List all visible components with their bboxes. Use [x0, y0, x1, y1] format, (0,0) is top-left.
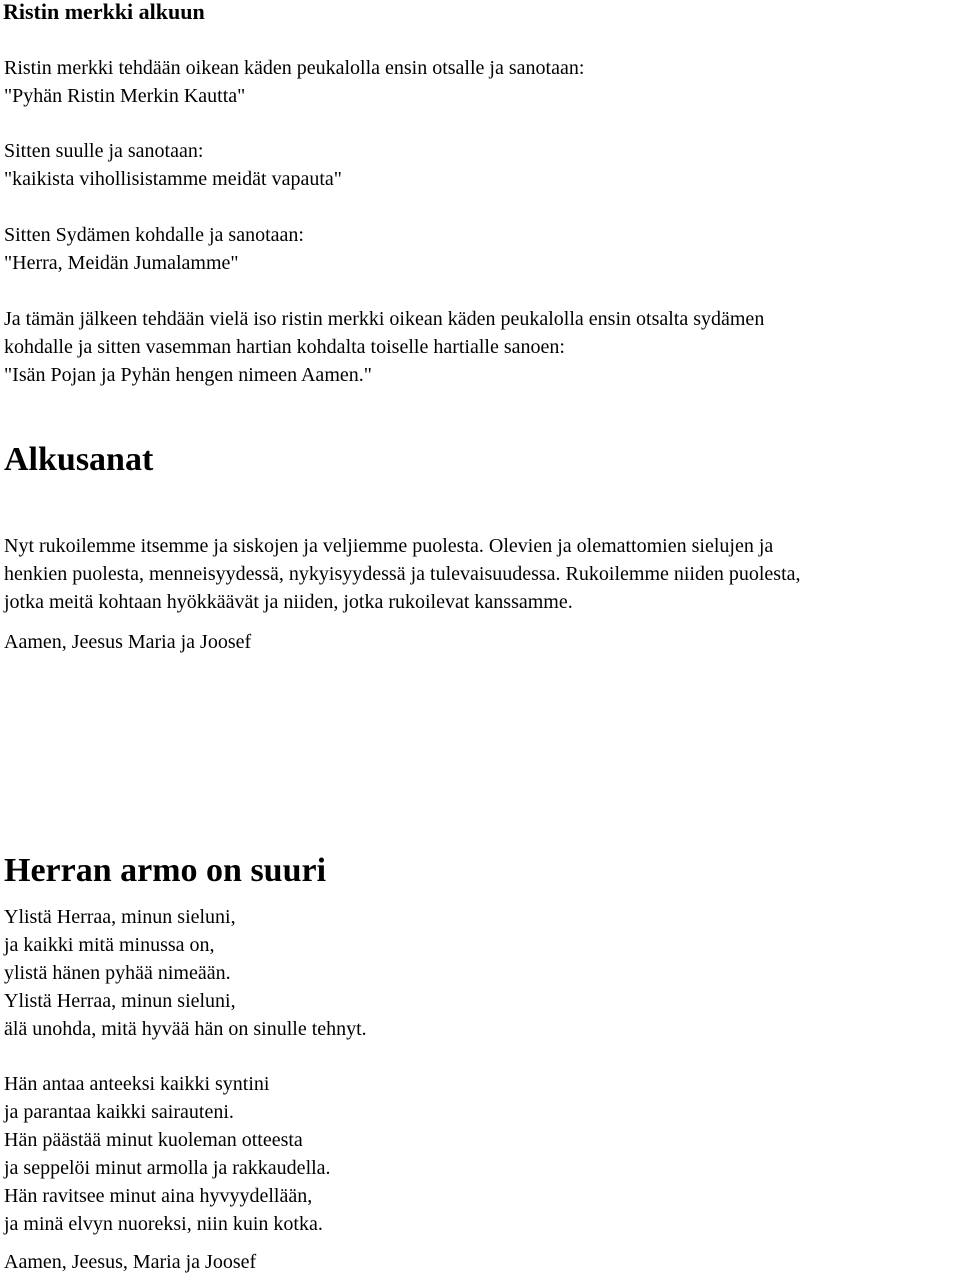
verse-line: ja minä elvyn nuoreksi, niin kuin kotka. — [4, 1213, 323, 1235]
text-line: "Herra, Meidän Jumalamme" — [4, 252, 239, 274]
text-line: Ja tämän jälkeen tehdään vielä iso ristin merkki oikean käden peukalolla ensin otsalta sydämen — [4, 308, 765, 330]
text-line: kohdalle ja sitten vasemman hartian kohdalta toiselle hartialle sanoen: — [4, 336, 565, 358]
closing-amen-2 — [4, 1248, 956, 1276]
text-line: jotka meitä kohtaan hyökkäävät ja niiden, jotka rukoilevat kanssamme. — [4, 591, 573, 613]
verse-line: ja seppelöi minut armolla ja rakkaudella. — [4, 1157, 331, 1179]
document-title: Ristin merkki alkuun — [3, 0, 205, 24]
verse-line: ylistä hänen pyhää nimeään. — [4, 962, 231, 984]
paragraph-sign-forehead — [4, 54, 956, 110]
closing-amen-1 — [4, 628, 956, 656]
text-line: "Isän Pojan ja Pyhän hengen nimeen Aamen." — [4, 364, 372, 386]
text-line: Sitten Sydämen kohdalle ja sanotaan: — [4, 224, 304, 246]
heading-herran-armo: Herran armo on suuri — [4, 852, 327, 889]
text-line: Ristin merkki tehdään oikean käden peukalolla ensin otsalle ja sanotaan: — [4, 57, 585, 79]
paragraph-introduction — [4, 532, 956, 616]
text-line: Aamen, Jeesus Maria ja Joosef — [4, 631, 252, 653]
verse-line: Hän ravitsee minut aina hyvyydellään, — [4, 1185, 313, 1207]
verse-line: älä unohda, mitä hyvää hän on sinulle tehnyt. — [4, 1018, 367, 1040]
text-line: Sitten suulle ja sanotaan: — [4, 140, 204, 162]
heading-alkusanat: Alkusanat — [4, 441, 154, 478]
verse-line: Ylistä Herraa, minun sieluni, — [4, 990, 236, 1012]
verse-line: Ylistä Herraa, minun sieluni, — [4, 906, 236, 928]
text-line: Aamen, Jeesus, Maria ja Joosef — [4, 1251, 257, 1273]
paragraph-sign-heart — [4, 221, 956, 277]
verse-line: Hän antaa anteeksi kaikki syntini — [4, 1073, 270, 1095]
paragraph-large-sign — [4, 305, 956, 389]
verse-line: ja parantaa kaikki sairauteni. — [4, 1101, 234, 1123]
verse-line: Hän päästää minut kuoleman otteesta — [4, 1129, 303, 1151]
stanza-1 — [4, 903, 956, 1043]
paragraph-sign-mouth — [4, 137, 956, 193]
text-line: "kaikista vihollisistamme meidät vapauta" — [4, 168, 342, 190]
text-line: "Pyhän Ristin Merkin Kautta" — [4, 85, 246, 107]
stanza-2 — [4, 1070, 956, 1238]
text-line: Nyt rukoilemme itsemme ja siskojen ja veljiemme puolesta. Olevien ja olemattomien sielujen ja — [4, 535, 774, 557]
text-line: henkien puolesta, menneisyydessä, nykyisyydessä ja tulevaisuudessa. Rukoilemme niiden puolesta, — [4, 563, 801, 585]
verse-line: ja kaikki mitä minussa on, — [4, 934, 215, 956]
